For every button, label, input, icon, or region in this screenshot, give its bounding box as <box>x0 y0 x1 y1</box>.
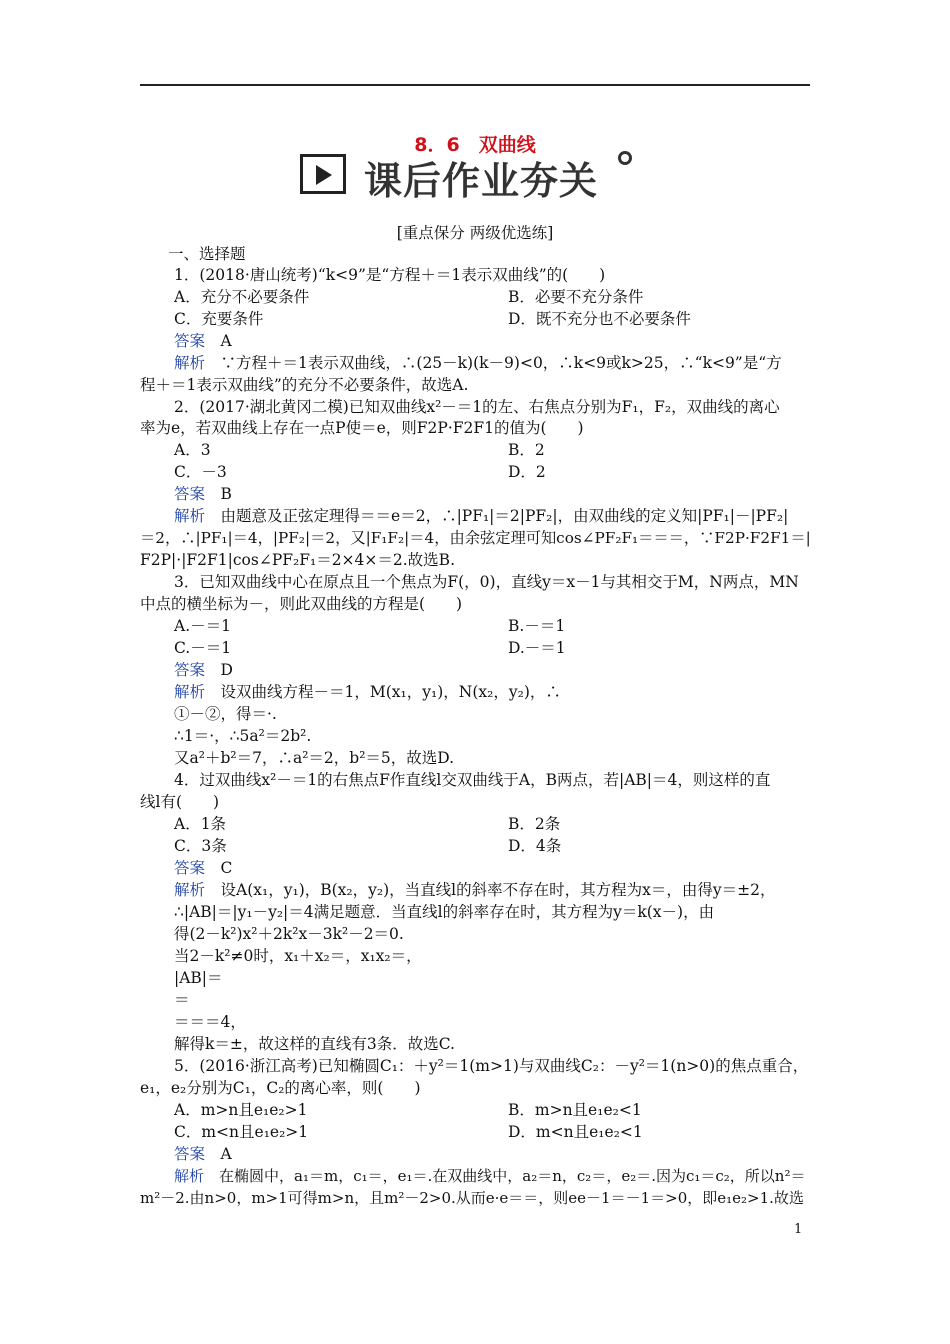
option: B．必要不充分条件 <box>508 288 644 306</box>
answer-line <box>174 1144 232 1165</box>
header-rule <box>140 84 810 86</box>
analysis-text: 解得k＝±，故这样的直线有3条．故选C. <box>174 1035 455 1053</box>
option: C.－＝1 <box>174 639 232 657</box>
analysis-text: 设A(x₁，y₁)，B(x₂，y₂)，当直线l的斜率不存在时，其方程为x＝，由得y＝±2， <box>220 881 776 899</box>
analysis-text: m²－2.由n>0，m>1可得m>n，且m²－2>0.从而e·e＝＝，则ee－1＝－1＝>0，即e₁e₂>1.故选 <box>140 1189 804 1207</box>
question-stem: 率为e，若双曲线上存在一点P使＝e，则F2P·F2F1的值为( ) <box>140 419 584 437</box>
question-stem: 线l有( ) <box>140 793 220 811</box>
option: D．既不充分也不必要条件 <box>508 310 691 328</box>
banner-text: 课后作业夯关 <box>364 159 599 203</box>
analysis-line <box>174 506 788 527</box>
subtitle: [重点保分 两级优选练] <box>396 224 554 242</box>
analysis-text: ＝2，∴|PF₁|＝4，|PF₂|＝2，又|F₁F₂|＝4，由余弦定理可知cos∠PF₂F₁＝＝＝，∵F2P·F2F1＝| <box>140 529 811 547</box>
analysis-label: 解析 <box>174 683 206 701</box>
analysis-text: 由题意及正弦定理得＝＝e＝2，∴|PF₁|＝2|PF₂|，由双曲线的定义知|PF₁|－|PF₂| <box>220 507 789 525</box>
answer-line <box>174 484 232 505</box>
analysis-text: 得(2－k²)x²＋2k²x－3k²－2＝0. <box>174 925 404 943</box>
analysis-text: 设双曲线方程－＝1，M(x₁，y₁)，N(x₂，y₂)，∴ <box>220 683 561 701</box>
option: B．2 <box>508 441 545 459</box>
option: D．m<n且e₁e₂<1 <box>508 1123 643 1141</box>
analysis-line <box>174 682 561 703</box>
answer-line <box>174 660 233 681</box>
chapter-title: 8．6 双曲线 <box>414 134 536 156</box>
option: C．m<n且e₁e₂>1 <box>174 1123 309 1141</box>
option: D．4条 <box>508 837 562 855</box>
question-stem: e₁，e₂分别为C₁，C₂的离心率，则( ) <box>140 1079 421 1097</box>
analysis-text: ＝ <box>174 991 190 1009</box>
option: B.－＝1 <box>508 617 566 635</box>
answer-line <box>174 858 232 879</box>
analysis-label: 解析 <box>174 1167 205 1185</box>
question-stem: 4．过双曲线x²－＝1的右焦点F作直线l交双曲线于A，B两点，若|AB|＝4，则这样的直 <box>174 771 771 789</box>
option: C．充要条件 <box>174 310 264 328</box>
page-number: 1 <box>794 1222 803 1237</box>
option: B．2条 <box>508 815 561 833</box>
banner <box>300 150 650 203</box>
analysis-text: |AB|＝ <box>174 969 223 987</box>
analysis-text: ∵方程＋＝1表示双曲线，∴(25－k)(k－9)<0，∴k<9或k>25，∴“k<9”是“方 <box>220 354 782 372</box>
analysis-line <box>174 880 775 901</box>
answer-value: C <box>220 859 233 877</box>
option: A.－＝1 <box>174 617 231 635</box>
answer-label: 答案 <box>174 332 206 350</box>
option: A．充分不必要条件 <box>174 288 310 306</box>
question-stem: 中点的横坐标为－，则此双曲线的方程是( ) <box>140 595 463 613</box>
play-icon <box>300 154 346 194</box>
option: A．1条 <box>174 815 227 833</box>
question-stem: 3．已知双曲线中心在原点且一个焦点为F(，0)，直线y＝x－1与其相交于M，N两点，MN <box>174 573 799 591</box>
analysis-line <box>174 353 782 374</box>
analysis-text: 程＋＝1表示双曲线”的充分不必要条件，故选A. <box>140 376 469 394</box>
analysis-label: 解析 <box>174 354 206 372</box>
answer-value: A <box>220 1145 232 1163</box>
analysis-text: F2P|·|F2F1|cos∠PF₂F₁＝2×4×＝2.故选B. <box>140 551 455 569</box>
question-stem: 1．(2018·唐山统考)“k<9”是“方程＋＝1表示双曲线”的( ) <box>174 266 606 284</box>
analysis-text: 在椭圆中，a₁＝m，c₁＝，e₁＝.在双曲线中，a₂＝n，c₂＝，e₂＝.因为c₁＝c₂，所以n²＝ <box>219 1167 806 1185</box>
answer-value: B <box>220 485 232 503</box>
option: D．2 <box>508 463 546 481</box>
answer-label: 答案 <box>174 661 206 679</box>
question-stem: 5．(2016·浙江高考)已知椭圆C₁：＋y²＝1(m>1)与双曲线C₂：－y²＝1(n>0)的焦点重合， <box>174 1057 809 1075</box>
question-stem: 2．(2017·湖北黄冈二模)已知双曲线x²－＝1的左、右焦点分别为F₁，F₂，双曲线的离心 <box>174 398 780 416</box>
badge-icon <box>618 151 632 165</box>
answer-value: D <box>220 661 233 679</box>
answer-label: 答案 <box>174 1145 206 1163</box>
analysis-text: ＝＝＝4， <box>174 1013 246 1031</box>
analysis-text: ∴1＝·，∴5a²＝2b². <box>174 727 312 745</box>
answer-line <box>174 331 232 352</box>
answer-label: 答案 <box>174 859 206 877</box>
option: C．－3 <box>174 463 227 481</box>
section-title: 一、选择题 <box>168 245 246 263</box>
option: B．m>n且e₁e₂<1 <box>508 1101 642 1119</box>
answer-label: 答案 <box>174 485 206 503</box>
analysis-text: ①－②，得＝·. <box>174 705 277 723</box>
analysis-line <box>174 1166 805 1187</box>
analysis-text: 当2－k²≠0时，x₁＋x₂＝，x₁x₂＝， <box>174 947 422 965</box>
option: D.－＝1 <box>508 639 566 657</box>
option: A．m>n且e₁e₂>1 <box>174 1101 308 1119</box>
answer-value: A <box>220 332 232 350</box>
analysis-label: 解析 <box>174 507 206 525</box>
option: C．3条 <box>174 837 227 855</box>
analysis-text: ∴|AB|＝|y₁－y₂|＝4满足题意．当直线l的斜率存在时，其方程为y＝k(x－)，由 <box>174 903 715 921</box>
analysis-label: 解析 <box>174 881 206 899</box>
analysis-text: 又a²＋b²＝7，∴a²＝2，b²＝5，故选D. <box>174 749 455 767</box>
option: A．3 <box>174 441 211 459</box>
